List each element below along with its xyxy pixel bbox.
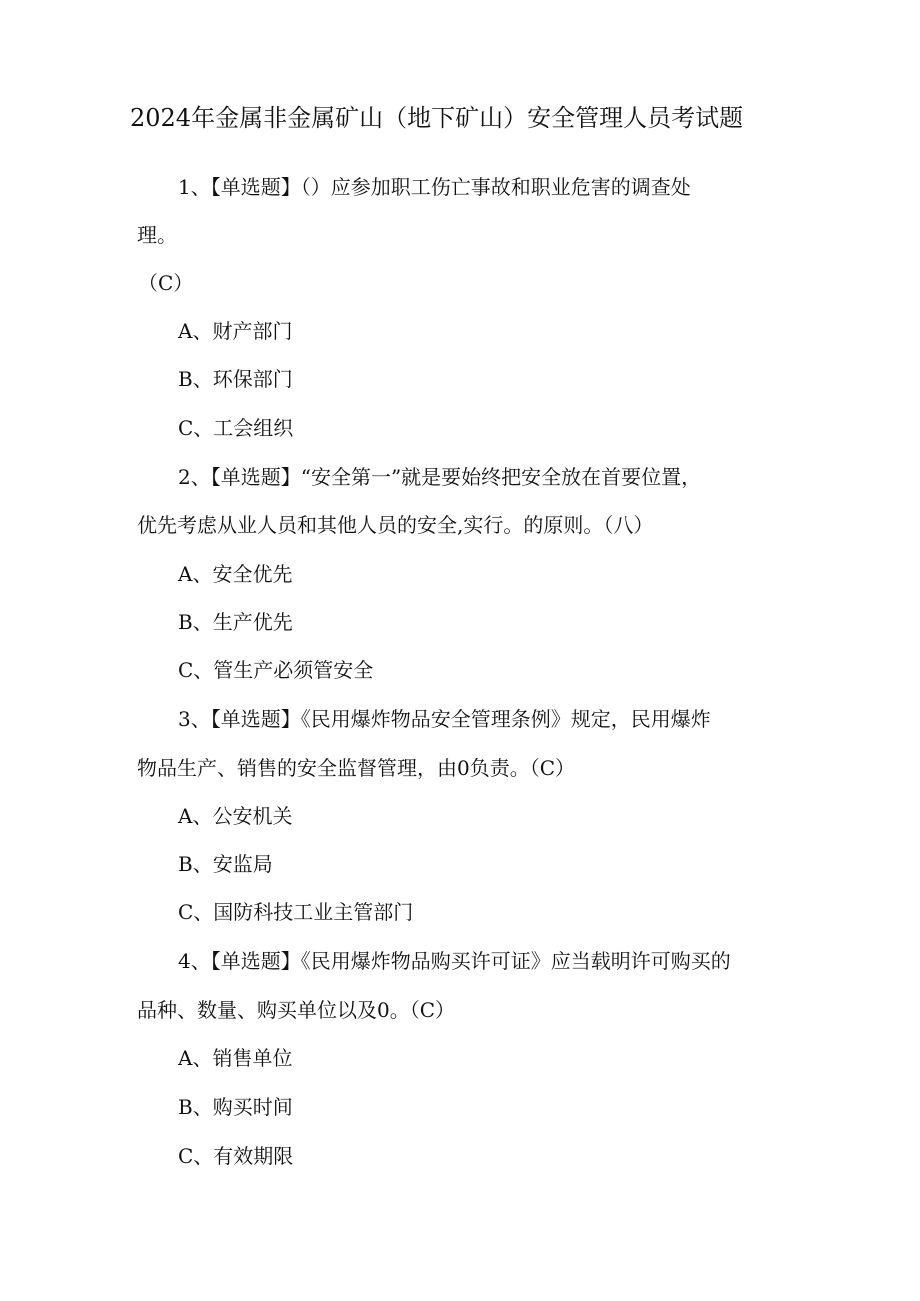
question-1-option-b: B、环保部门 [178, 367, 293, 391]
question-2-text: 2、【单选题】“安全第一”就是要始终把安全放在首要位置， [178, 465, 702, 489]
question-3-option-c: C、国防科技工业主管部门 [178, 900, 414, 924]
question-1-answer: （C） [138, 271, 194, 295]
question-2-option-c: C、管生产必须管安全 [178, 658, 374, 682]
question-3-option-a: A、公安机关 [178, 804, 293, 828]
question-1-text: 1、【单选题】（）应参加职工伤亡事故和职业危害的调查处 [178, 175, 691, 199]
question-4-text: 4、【单选题】《民用爆炸物品购买许可证》应当载明许可购买的 [178, 949, 731, 973]
question-1-option-a: A、财产部门 [178, 319, 293, 343]
question-3-text: 3、【单选题】《民用爆炸物品安全管理条例》规定，民用爆炸 [178, 707, 711, 731]
question-3-text-continued: 物品生产、销售的安全监督管理，由0负责。（C） [137, 756, 576, 780]
document-title: 2024年金属非金属矿山（地下矿山）安全管理人员考试题 [130, 104, 744, 132]
question-4-option-a: A、销售单位 [178, 1046, 293, 1070]
question-4-option-b: B、购买时间 [178, 1095, 293, 1119]
question-2-text-continued: 优先考虑从业人员和其他人员的安全,实行。的原则。（八） [137, 513, 654, 537]
question-4-option-c: C、有效期限 [178, 1144, 294, 1168]
question-1-option-c: C、工会组织 [178, 416, 294, 440]
question-2-option-a: A、安全优先 [178, 562, 293, 586]
question-3-option-b: B、安监局 [178, 852, 273, 876]
question-1-text-continued: 理。 [137, 223, 177, 247]
question-2-option-b: B、生产优先 [178, 610, 293, 634]
question-4-text-continued: 品种、数量、购买单位以及0。（C） [137, 998, 456, 1022]
